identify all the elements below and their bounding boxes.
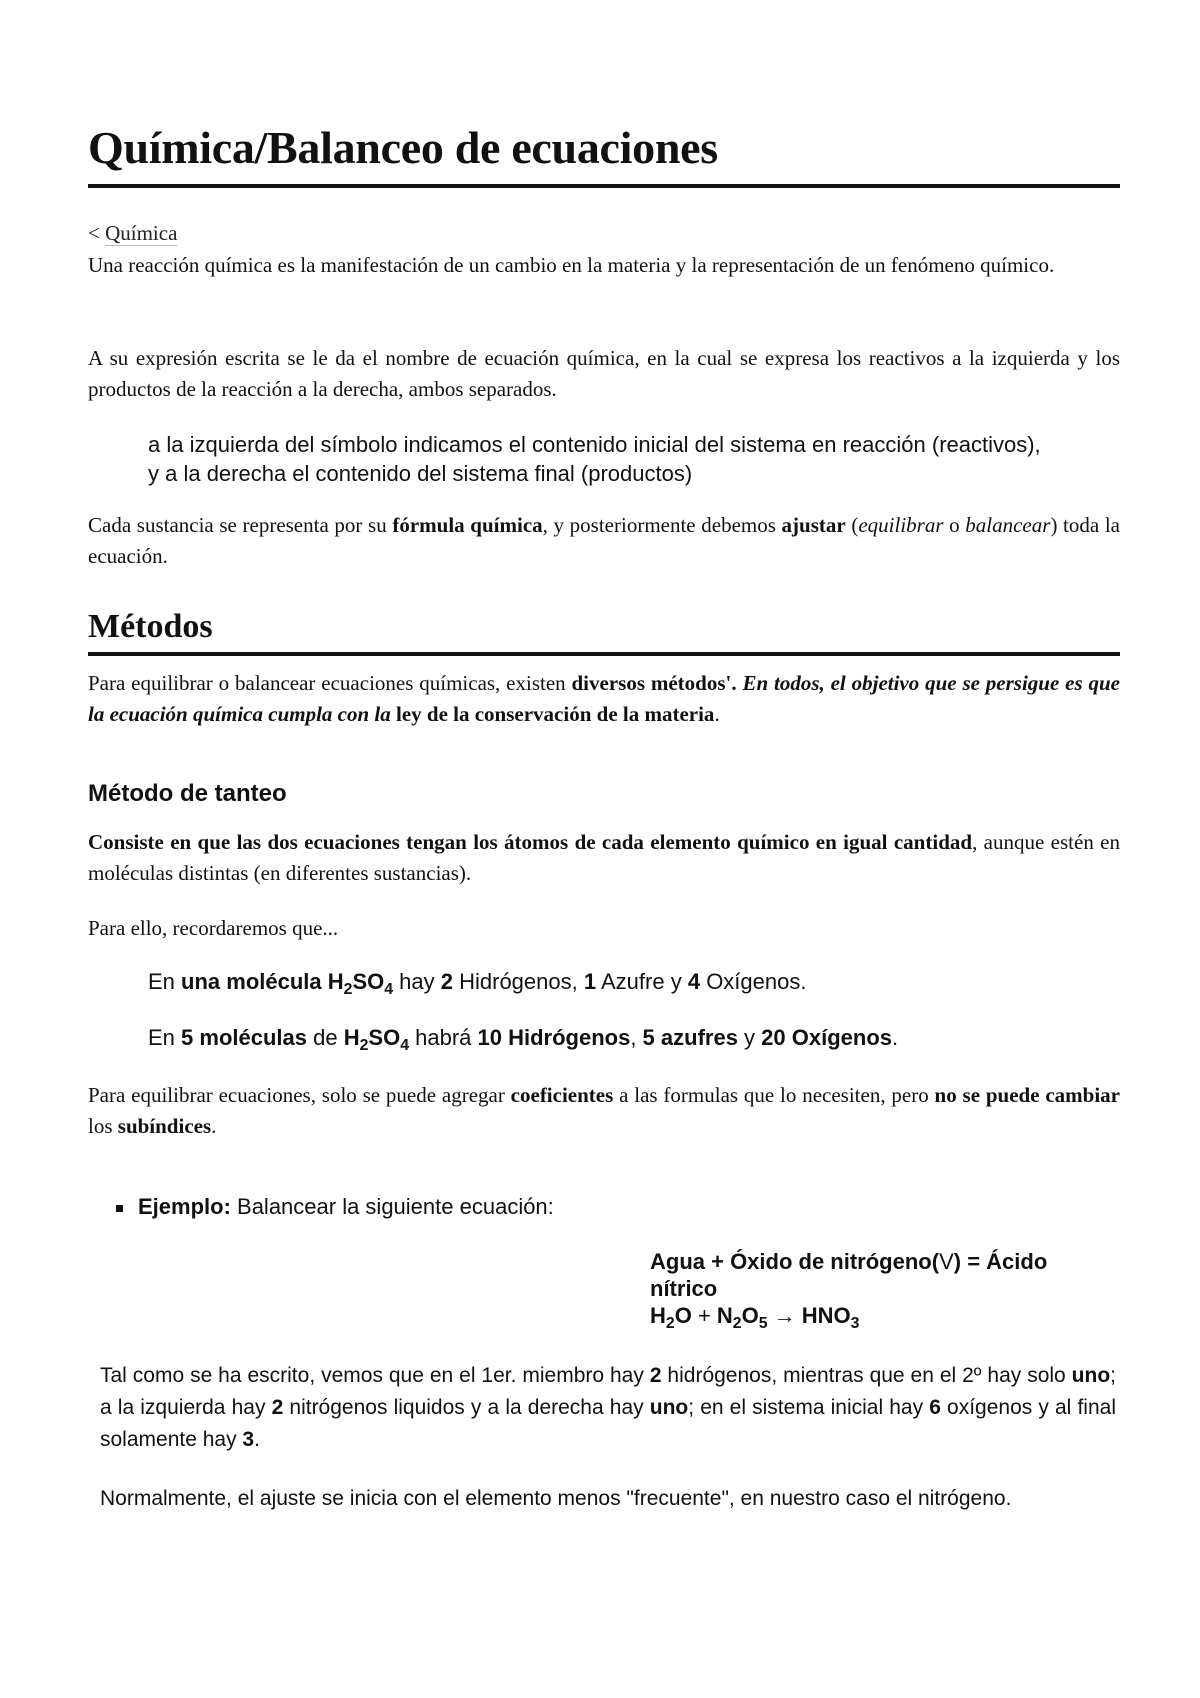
intro-paragraph-2: A su expresión escrita se le da el nombre de ecuación química, en la cual se expresa los reactivos a la izquierda y los productos de la reacción a la derecha, ambos separados. [88,346,1120,401]
term-ley-conservacion: ley de la conservación de la materia [396,702,715,726]
subsection-heading-tanteo: Método de tanteo [88,780,287,807]
term-ajustar: ajustar [781,513,846,537]
equation-formula: $H_2O + N_2O_5 \to HNO_3$ [650,1303,860,1332]
breadcrumb [88,219,177,247]
bullet-icon [116,1205,123,1212]
intro-paragraph-1: Una reacción química es la manifestación de un cambio en la materia y la representación de un fenómeno químico. [88,253,1055,277]
equation-words: Agua + Óxido de nitrógeno(V) = Ácido nítrico [650,1249,1048,1301]
term-formula-quimica: fórmula química [392,513,543,537]
page-title: Química/Balanceo de ecuaciones [88,122,718,173]
breadcrumb-prefix: < [88,221,106,245]
intro-quote: a la izquierda del símbolo indicamos el contenido inicial del sistema en reacción (reactivos), y a la derecha el contenido del sistema final (productos) [148,432,1041,486]
tanteo-example-line-2: En 5 moléculas de $H_2SO_4$ habrá 10 Hidrógenos, 5 azufres y 20 Oxígenos. [148,1025,899,1054]
example-equation [650,1248,1090,1332]
term-equilibrar: equilibrar [858,513,944,537]
example-paragraph-1: Tal como se ha escrito, vemos que en el 1er. miembro hay 2 hidrógenos, mientras que en el 2º hay solo uno; a la izquierda hay 2 nitrógenos liquidos y a la derecha hay uno; en el sistema inicial hay 6 oxígenos y al final solamente hay 3. [100,1364,1116,1451]
breadcrumb-link-quimica[interactable]: Química [105,221,178,245]
tanteo-example-line-1: En una molécula $H_2SO_4$ hay 2 Hidrógenos, 1 Azufre y 4 Oxígenos. [148,969,807,998]
section-divider [88,652,1120,656]
example-paragraph-2: Normalmente, el ajuste se inicia con el elemento menos "frecuente", en nuestro caso el nitrógeno. [100,1487,1012,1510]
term-balancear: balancear [965,513,1051,537]
tanteo-paragraph-3: Para equilibrar ecuaciones, solo se puede agregar coeficientes a las formulas que lo necesiten, pero no se puede cambiar los subíndices. [88,1083,1121,1138]
intro-paragraph-3: Cada sustancia se representa por su fórmula química, y posteriormente debemos ajustar (equilibrar o balancear) toda la ecuación. [88,513,1121,568]
tanteo-paragraph-2: Para ello, recordaremos que... [88,916,339,940]
section-heading-metodos: Métodos [88,608,213,645]
methods-paragraph: Para equilibrar o balancear ecuaciones químicas, existen diversos métodos'. En todos, el objetivo que se persigue es que la ecuación química cumpla con la ley de la conservación de la materia. [88,671,1120,726]
tanteo-paragraph-1: Consiste en que las dos ecuaciones tengan los átomos de cada elemento químico en igual cantidad, aunque estén en moléculas distintas (en diferentes sustancias). [88,830,1120,885]
example-label: Ejemplo: [138,1194,231,1219]
title-divider [88,184,1120,188]
